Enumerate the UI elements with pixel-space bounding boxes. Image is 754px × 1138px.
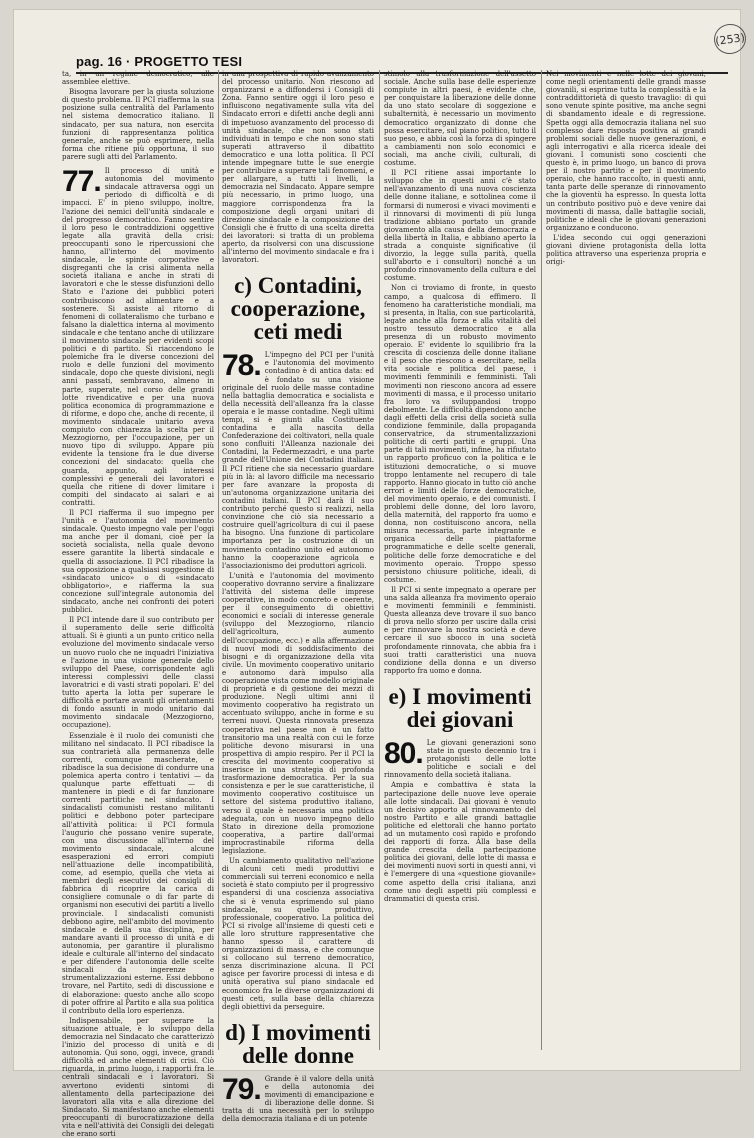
paragraph: Il PCI intende dare il suo contributo per il superamento delle serie difficoltà attuali. Si è giunti a un punto critico nella evoluzione del movimento sindacale verso un nuovo ruolo che ne inquadri l'iniziativa e l'azione in una visione generale dello sviluppo del Paese, corrispondente agli interessi complessivi delle classi lavoratrici e di vasti strati popolari. E' del tutto aperta la lotta per superare le difficoltà e portare avanti gli orientamenti di fondo assunti in modo unitario dal movimento sindacale (Mezzogiorno, occupazione). [62, 616, 214, 730]
section-79 [222, 1072, 374, 1124]
paragraph: Il PCI ritiene assai importante lo sviluppo che in questi anni c'è stato nell'avanzamento di una nuova coscienza delle donne italiane, e sottolinea come il formarsi di numerosi e vivaci movimenti e il rinnovarsi di movimenti di più lunga tradizione abbiano portato un grande giovamento alla causa della democrazia e della libertà in Italia, e abbiano aperto la strada a conquiste significative (il divorzio, la legge sulla parità, quella sull'aborto e i consultori) nonché a un profondo rinnovamento della cultura e del costume. [384, 169, 536, 283]
section-78 [222, 351, 374, 570]
paragraph: Le giovani generazioni sono state in questo decennio tra i protagonisti delle lotte politiche e sociali e del rinnovamento della società italiana. [384, 738, 536, 780]
column-4 [546, 70, 706, 1055]
section-77 [62, 167, 214, 507]
paragraph: L'impegno del PCI per l'unità e l'autonomia del movimento contadino è di antica data: ed è fondato su una visione originale del ruolo delle masse contadine nella battaglia democratica e socialista e della necessità dell'alleanza fra la classe operaia e le masse contadine. Negli ultimi tempi, si è giunti alla Costituente contadina e alla nascita della Confederazione dei coltivatori, nella quale sono confluiti l'Alleanza nazionale dei Contadini, la Federmezzadri, e una parte grande dell'Unione dei Contadini italiani. Il PCI ritiene che sia necessario guardare più in là: al lavoro difficile ma necessario per fare avanzare la proposta di un'autonoma organizzazione unitaria dei contadini italiani. Il PCI darà il suo contributo perché questo si realizzi, nella convinzione che ciò sia necessario a costruire quell'agricoltura di cui il paese ha bisogno. Una funzione di particolare importanza per la costruzione di un movimento contadino unito ed autonomo hanno la cooperazione agricola e l'associazionismo dei produttori agricoli. [222, 351, 374, 570]
thesis-number-80: 80. [384, 736, 423, 770]
paragraph: Il processo di unità e autonomia del movimento sindacale attraversa oggi un periodo di difficoltà e di impacci. E' in pieno sviluppo, inoltre, l'azione dei nemici dell'unità sindacale e del progresso democratico. Fanno sentire il loro peso le contraddizioni oggettive legate alla gravità della crisi: preoccupanti sono le ripercussioni che hanno, all'interno del movimento sindacale, le spinte corporative e disgreganti che la crisi alimenta nella società italiana e anche in strati di lavoratori e che le stesse disfunzioni dello Stato e l'azione dei pubblici poteri contribuiscono ad alimentare e a sostenere. Si assiste al ritorno di fenomeni di collateralismo che turbano e falsano la dialettica interna al movimento sindacale e che tentano anche di utilizzare il movimento sindacale per evidenti scopi politici e di partito. Si riaccendono le polemiche fra le diverse concezioni del ruolo e delle funzioni del movimento sindacale, dopo che queste divisioni, negli anni passati, sembravano, almeno in parte, superate, nel corso delle grandi lotte rivendicative e per una nuova politica economica di programmazione e di riforme, e dopo che, anche di recente, il movimento sindacale unitario aveva compiuto con chiarezza la scelta per il Mezzogiorno, per l'occupazione, per un nuovo tipo di sviluppo. Appare più evidente la tensione fra le due diverse concezioni del sindacato: quella che guarda, appunto, agli interessi complessivi e generali dei lavoratori e quella che ritiene di dover limitare i compiti del sindacato ai salari e ai contratti. [62, 167, 214, 507]
paragraph: Essenziale è il ruolo dei comunisti che militano nel sindacato. Il PCI ribadisce la sua contrarietà alla permanenza delle correnti, comunque mascherate, e ribadisce la sua decisione di condurre una polemica aperta contro i tentativi — da qualunque parte effettuati — di mantenere in piedi e di far funzionare correnti partitiche nel sindacato. I sindacalisti comunisti restano militanti politici e debbono poter partecipare all'attività politica: il PCI formula l'augurio che possano venire superate, con una discussione all'interno del movimento sindacale, alcune esasperazioni ed errori compiuti nell'attuazione delle incompatibilità, come, ad esempio, quella che vieta ai membri degli esecutivi dei consigli di fabbrica di ricoprire la carica di consigliere comunale o di far parte di organismi non esecutivi dei partiti a livello provinciale. I sindacalisti comunisti debbono agire, nell'ambito del movimento sindacale e della sua disciplina, per mandare avanti il processo di unità e di autonomia, per garantire il pluralismo ideale e culturale all'interno del sindacato e per difendere l'autonomia delle scelte sindacali da ingerenze e strumentalizzazioni esterne. Essi debbono trovare, nel Partito, sedi di discussione e di elaborazione: questo anche allo scopo di poter offrire al Partito e alla sua politica il contributo della loro esperienza. [62, 731, 214, 1015]
paragraph: Ampia e combattiva è stata la partecipazione delle nuove leve operaie alle lotte sindacali. Dai giovani è venuto un decisivo apporto al rinnovamento del nostro Partito e alle grandi battaglie politiche ed elettorali che hanno portato ad un mutamento così rapido e profondo dei rapporti di forza. Alla base della grande crescita della partecipazione politica dei giovani, delle lotte di massa e dei movimenti nuovi sorti in questi anni, vi è l'emergere di una «questione giovanile» come aspetto della crisi italiana, anzi come uno degli aspetti più complessi e drammatici di questa crisi. [384, 781, 536, 903]
thesis-number-78: 78. [222, 349, 261, 383]
column-divider [541, 70, 542, 1050]
paragraph: Indispensabile, per superare la situazione attuale, è lo sviluppo della democrazia nel Sindacato che caratterizzò l'inizio del processo di unità e di autonomia. Qui sono, oggi, invece, grandi difficoltà ed anche elementi di crisi. Ciò riguarda, in primo luogo, i rapporti fra le centrali sindacali e i lavoratori. Si avvertono evidenti sintomi di allentamento della partecipazione dei lavoratori alla vita e alla direzione del Sindacato. Si manifestano anche elementi preoccupanti di burocratizzazione della vita e nell'attività dei Consigli dei delegati che erano sorti [62, 1016, 214, 1138]
paragraph: Bisogna lavorare per la giusta soluzione di questo problema. Il PCI riafferma la sua posizione sulla centralità del Parlamento nel sistema democratico italiano. Il sindacato, per sua natura, non esercita funzioni di rappresentanza politica generale, anche se può esprimere, nella forma che ritiene più opportuna, il suo parere sugli atti del Parlamento. [62, 88, 214, 161]
column-divider [218, 70, 219, 1050]
paragraph: Non ci troviamo di fronte, in questo campo, a qualcosa di effimero. Il fenomeno ha caratteristiche mondiali, ma si presenta, in Italia, con sue particolarità, legate anche alla forza e alla vitalità del nostro tessuto democratico e alla presenza di un robusto movimento operaio. E' evidente lo squilibrio fra la crescita di coscienza delle donne italiane e il peso che riescono a esercitare, nella vita sociale e politica del paese, i movimenti femminili e femministi. Tali movimenti non riescono ancora ad essere movimenti di massa, e il processo unitario fra loro va sviluppandosi troppo debolmente. Le difficoltà dipendono anche dagli effetti della crisi della società sulla condizione femminile, dalla propaganda conservatrice, da strumentalizzazioni politiche di certi partiti e gruppi. Una parte di tali movimenti, infine, ha rifiutato un rapporto proficuo con la politica e le istituzioni democratiche, o si muove troppo lentamente nel recupero di tale rapporto. Hanno giocato in tutto ciò anche errori e limiti delle forze democratiche, del movimento operaio, e dei comunisti. I problemi delle donne, del loro lavoro, della maternità, del rapporto fra uomo e donna, non costituiscono ancora, nella misura necessaria, parte integrante e organica delle piattaforme programmatiche e delle scelte generali, politiche delle forze democratiche e del movimento operaio. Troppo spesso persistono chiusure politiche, ideali, di costume. [384, 284, 536, 584]
section-80 [384, 736, 536, 780]
paragraph: Il PCI si sente impegnato a operare per una salda alleanza fra movimento operaio e movimenti femminili e femministi. Questa alleanza deve trovare il suo banco di prova nello sforzo per uscire dalla crisi e per rinnovare la nostra società e deve cercare il suo sbocco in una società profondamente rinnovata, che abbia fra i suoi tratti caratteristici una nuova condizione della donna e un diverso rapporto fra uomo e donna. [384, 585, 536, 675]
section-title-giovani: e) I movimenti dei giovani [388, 683, 532, 732]
archive-page-stamp: (253) [712, 22, 748, 56]
column-2 [222, 70, 374, 1124]
thesis-number-79: 79. [222, 1072, 261, 1106]
paragraph: Nei movimenti e nelle lotte dei giovani, come negli orientamenti delle grandi masse giovanili, si esprime tutta la complessità e la contraddittorietà di questo travaglio: di qui sono venute spinte positive, ma anche segni di sbandamento ideale e di regressione. Spetta oggi alla democrazia italiana nel suo complesso dare risposta positiva ai grandi problemi sociali delle nuove generazioni, e agli interrogativi e alla ricerca ideale dei giovani. I comunisti sono coscienti che questo è, in primo luogo, un banco di prova per il nostro partito e per il movimento operaio, che hanno raccolto, in questi anni, tanta parte delle speranze di rinnovamento che la gioventù ha espresso. In questa lotta un contributo positivo può e deve venire dai movimenti di massa, dalle battaglie sociali, politiche e ideali che le giovani generazioni organizzano e conducono. [546, 70, 706, 232]
thesis-number-77: 77. [62, 165, 101, 199]
paragraph: L'unità e l'autonomia del movimento cooperativo dovranno servire a finalizzare l'attività del sistema delle imprese cooperative, in modo concreto e coerente, per il conseguimento di obiettivi economici e sociali di interesse generale (sviluppo del Mezzogiorno, rilancio dell'agricoltura, aumento dell'occupazione, ecc.) e alla affermazione di nuovi modi di soddisfacimento dei bisogni e di organizzazione della vita civile. Un movimento cooperativo unitario e autonomo darà impulso alla cooperazione vista come modello originale di proprietà e di gestione dei mezzi di produzione. Negli ultimi anni il movimento cooperativo ha registrato un accentuato sviluppo, anche in forme e su terreni nuovi. Questa rinnovata presenza cooperativa nel paese non è un fatto transitorio ma una realtà con cui le forze politiche devono misurarsi in una prospettiva di ampio respiro. Per il PCI la crescita del movimento cooperativo si inserisce in una strategia di profonda trasformazione democratica. Per la sua consistenza e per le sue caratteristiche, il movimento cooperativo costituisce un settore del sistema produttivo italiano, verso il quale è necessaria una politica adeguata, con un nuovo impegno dello Stato in direzione della promozione cooperativa, a partire dall'ormai improcrastinabile riforma della legislazione. [222, 571, 374, 855]
paragraph: stimolo alla trasformazione dell'assetto sociale. Anche sulla base delle esperienze compiute in altri paesi, è evidente che, per conquistare la liberazione delle donne da uno stato secolare di soggezione e subalternità, è necessario un movimento democratico organizzato di donne che possa esercitare, sul piano politico, tutto il suo peso, e abbia così la forza di spingere a cambiamenti non solo economici e sociali, ma anche civili, culturali, di costume. [384, 70, 536, 168]
section-title-contadini: c) Contadini, cooperazione, ceti medi [230, 273, 366, 345]
paragraph: ta, in un regime democratico, alle assemblee elettive. [62, 70, 214, 87]
paragraph: Un cambiamento qualitativo nell'azione di alcuni ceti medi produttivi e commerciali sui terreni economico e nella società è stato compiuto per il progressivo espandersi di una coscienza associativa che si è venuta esprimendo sul piano sindacale, su quello produttivo, professionale, cooperativo. La politica del PCI si rivolge all'insieme di questi ceti e alle loro strutture rappresentative che hanno spesso il carattere di organizzazioni di massa, e che comunque si collocano sul terreno democratico, senza discriminazione alcuna. Il PCI agisce per favorire processi di intesa e di unità operativa sul piano sindacale ed economico fra le diverse organizzazioni di questi ceti, sulla base della chiarezza degli obiettivi da perseguire. [222, 857, 374, 1011]
paragraph: Il PCI riafferma il suo impegno per l'unità e l'autonomia del movimento sindacale. Questo impegno vale per l'oggi ma anche per il domani, cioè per la società socialista, nella quale devono essere garantite la libertà sindacale e quella di associazione. Il PCI ribadisce la sua opposizione a qualsiasi suggestione di «sindacato unico» o di «sindacato obbligatorio», e riafferma la sua concezione sull'integrale autonomia del sindacato, anche nei confronti dei poteri pubblici. [62, 508, 214, 615]
paragraph: L'idea secondo cui oggi generazioni giovani diviene protagonista della lotta politica attraverso una esperienza propria e origi- [546, 233, 706, 267]
page-header: pag. 16 · PROGETTO TESI [76, 54, 243, 69]
section-title-donne: d) I movimenti delle donne [225, 1019, 371, 1068]
column-1 [62, 70, 214, 1138]
paragraph: in una prospettiva di rapido avanzamento del processo unitario. Non riescono ad organizzarsi e a diffondersi i Consigli di Zona. Fanno sentire oggi il loro peso e influiscono negativamente sulla vita del Sindacato errori e difetti anche degli anni di impetuoso avanzamento del processo di unità sindacale, che non sono stati individuati in tempo e che non sono stati superati attraverso il dibattito democratico e una lotta politica. Il PCI intende impegnare tutte le sue energie per contribuire a superare tali fenomeni, e per allargare, a tutti i livelli, la democrazia nel Sindacato. Appare sempre più necessario, in primo luogo, una maggiore corrispondenza fra la composizione degli organi unitari di direzione sindacale e la composizione dei Consigli che è frutto di una scelta diretta dei lavoratori: si tratta di un problema aperto, da risolversi con una discussione all'interno del movimento sindacale e fra i lavoratori. [222, 70, 374, 265]
column-3 [384, 70, 536, 1055]
paragraph: Grande è il valore della unità e della autonomia dei movimenti di emancipazione e di liberazione delle donne. Si tratta di una necessità per lo sviluppo della democrazia italiana e di un potente [222, 1074, 374, 1124]
column-divider [379, 70, 380, 1050]
